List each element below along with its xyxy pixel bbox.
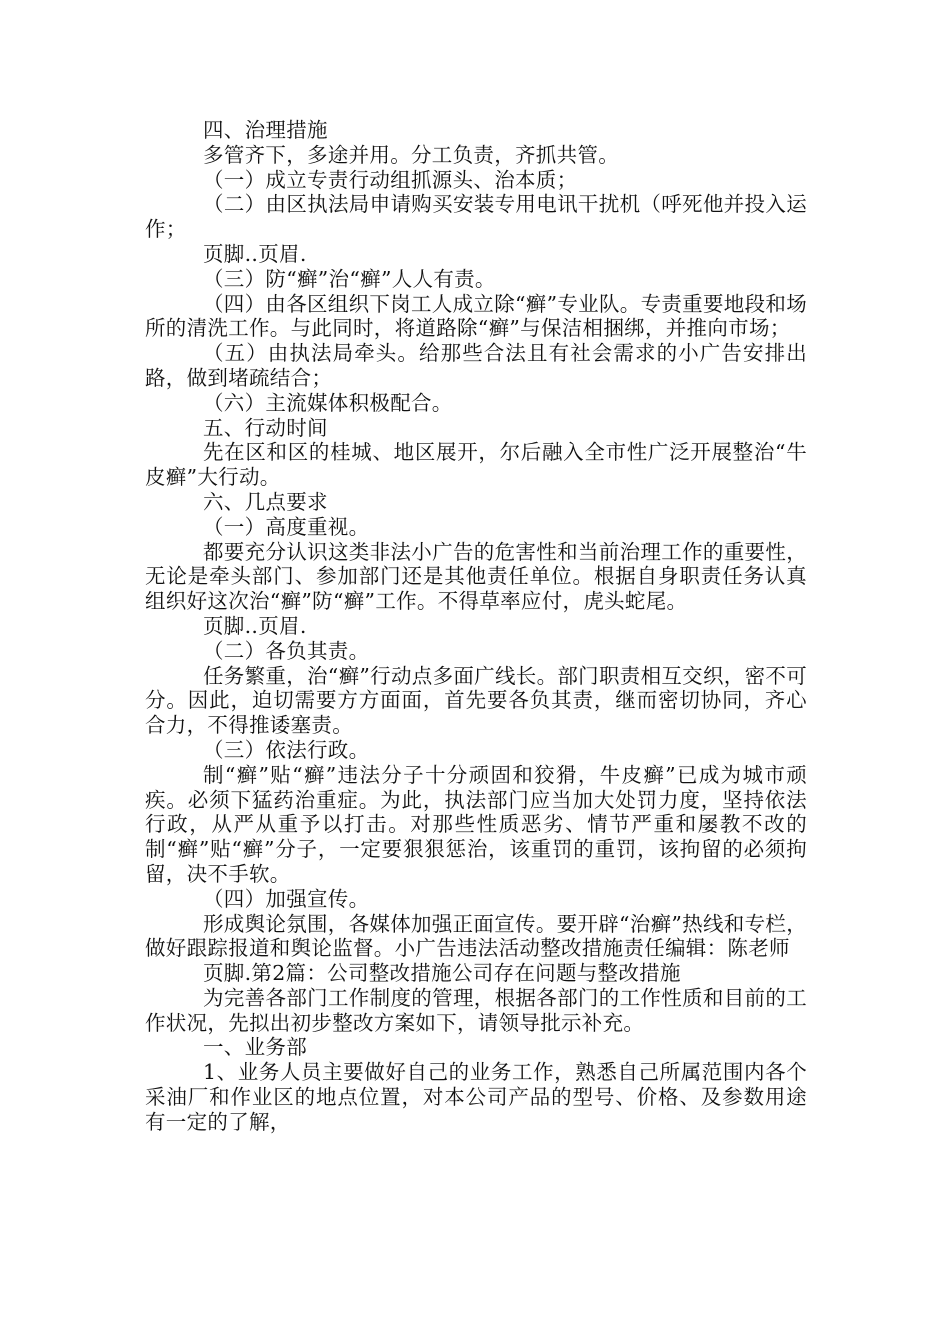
heading-action-time: 五、行动时间 <box>203 415 328 440</box>
list-item: （二）由区执法局申请购买安装专用电讯干扰机（呼死他并投入运作； <box>145 192 807 242</box>
section-title-part-2: 页脚.第2篇：公司整改措施公司存在问题与整改措施 <box>203 961 681 986</box>
paragraph: 为完善各部门工作制度的管理，根据各部门的工作性质和目前的工作状况，先拟出初步整改方案如下，请领导批示补充。 <box>145 985 807 1035</box>
list-item: （一）高度重视。 <box>203 514 370 539</box>
document-body <box>145 118 807 1135</box>
list-item: （三）防“癣”治“癣”人人有责。 <box>203 266 496 291</box>
paragraph: 任务繁重，治“癣”行动点多面广线长。部门职责相互交织，密不可分。因此，迫切需要方方面面，首先要各负其责，继而密切协同，齐心合力，不得推诿塞责。 <box>145 663 807 738</box>
paragraph: 制“癣”贴“癣”违法分子十分顽固和狡猾，牛皮癣”已成为城市顽疾。必须下猛药治重症。为此，执法部门应当加大处罚力度，坚持依法行政，从严从重予以打击。对那些性质恶劣、情节严重和屡教不改的制“癣”贴“癣”分子，一定要狠狠惩治，该重罚的重罚，该拘留的必须拘留，决不手软。 <box>145 762 807 886</box>
list-item: （五）由执法局牵头。给那些合法且有社会需求的小广告安排出路，做到堵疏结合； <box>145 341 807 390</box>
list-item: （三）依法行政。 <box>203 737 370 762</box>
paragraph: 多管齐下，多途并用。分工负责，齐抓共管。 <box>203 142 619 167</box>
page-footer-header-marker: 页脚..页眉. <box>203 613 307 638</box>
heading-requirements: 六、几点要求 <box>203 489 328 514</box>
paragraph: 先在区和区的桂城、地区展开，尔后融入全市性广泛开展整治“牛皮癣”大行动。 <box>145 440 807 490</box>
list-item: （二）各负其责。 <box>203 638 370 663</box>
paragraph: 形成舆论氛围，各媒体加强正面宣传。要开辟“治癣”热线和专栏，做好跟踪报道和舆论监督。小广告违法活动整改措施责任编辑：陈老师 <box>145 911 807 961</box>
list-item: （六）主流媒体积极配合。 <box>203 390 453 415</box>
heading-governance-measures: 四、治理措施 <box>203 118 328 142</box>
paragraph: 都要充分认识这类非法小广告的危害性和当前治理工作的重要性，无论是牵头部门、参加部门还是其他责任单位。根据自身职责任务认真组织好这次治“癣”防“癣”工作。不得草率应付，虎头蛇尾。 <box>145 539 807 614</box>
list-item: （四）加强宣传。 <box>203 886 370 911</box>
list-item: （一）成立专责行动组抓源头、治本质； <box>203 167 578 192</box>
list-item: （四）由各区组织下岗工人成立除“癣”专业队。专责重要地段和场所的清洗工作。与此同时，将道路除“癣”与保洁相捆绑，并推向市场； <box>145 291 807 341</box>
page-footer-header-marker: 页脚..页眉. <box>203 241 307 266</box>
heading-business-dept: 一、业务部 <box>203 1035 307 1060</box>
paragraph: 1、业务人员主要做好自己的业务工作，熟悉自己所属范围内各个采油厂和作业区的地点位置，对本公司产品的型号、价格、及参数用途有一定的了解， <box>145 1060 807 1134</box>
